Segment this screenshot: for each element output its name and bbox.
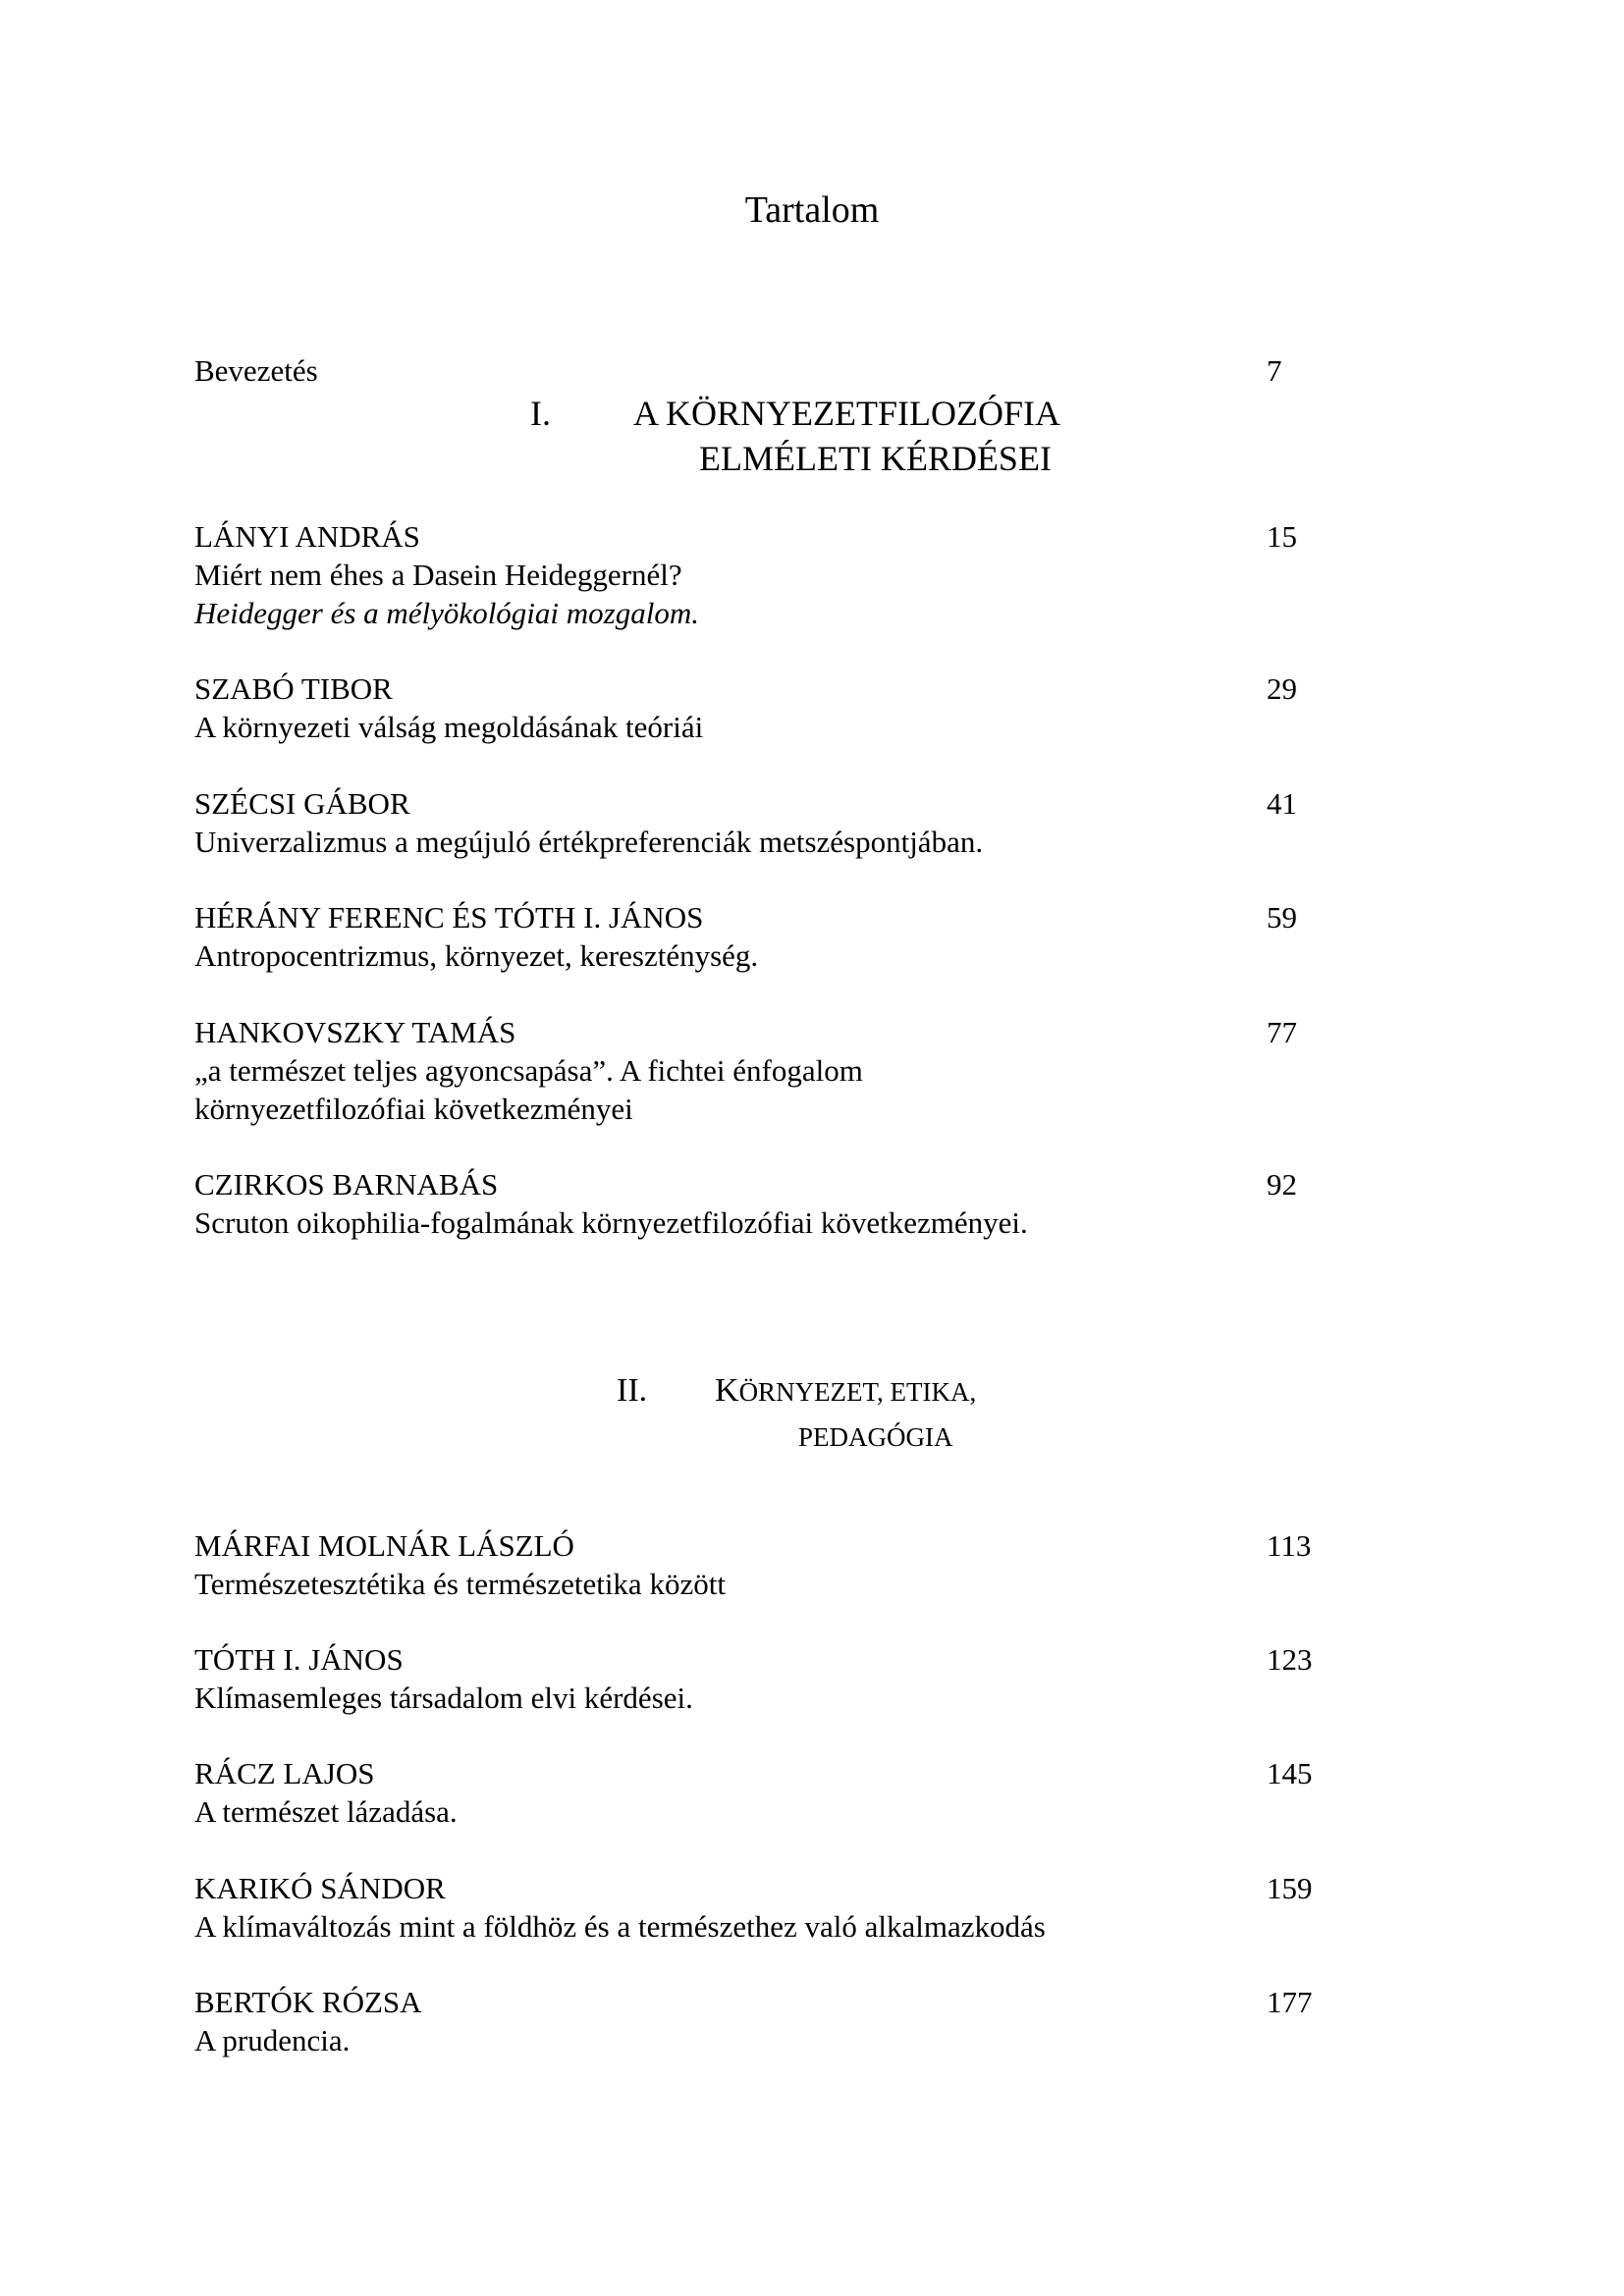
entry-author: BERTÓK RÓZSA	[194, 1985, 422, 2019]
toc-entry	[194, 784, 1324, 861]
section-title-line2: PEDAGÓGIA	[798, 1422, 953, 1452]
entry-author: HANKOVSZKY TAMÁS	[194, 1015, 516, 1049]
entry-title: Klímasemleges társadalom elvi kérdései.	[194, 1681, 693, 1715]
toc-entry	[194, 898, 1324, 975]
page-number: 41	[1267, 786, 1297, 821]
entry-author: LÁNYI ANDRÁS	[194, 519, 420, 554]
entry-author: MÁRFAI MOLNÁR LÁSZLÓ	[194, 1528, 574, 1563]
entry-title: A klímaváltozás mint a földhöz és a természethez való alkalmazkodás	[194, 1909, 1046, 1944]
toc-entry	[194, 1754, 1324, 1831]
toc-entry	[194, 1983, 1324, 2059]
entry-title: Antropocentrizmus, környezet, kereszténység.	[194, 938, 759, 973]
entry-title: Természetesztétika és természetetika között	[194, 1567, 726, 1601]
toc-entry	[194, 517, 1324, 632]
toc-entry-intro	[194, 351, 1324, 390]
page-number: 59	[1267, 900, 1297, 934]
toc-entry	[194, 1526, 1324, 1603]
toc-entry	[194, 1013, 1324, 1128]
entry-author: SZÉCSI GÁBOR	[194, 786, 410, 821]
page-title: Tartalom	[744, 189, 880, 231]
entry-author: RÁCZ LAJOS	[194, 1756, 375, 1790]
page-number: 145	[1267, 1756, 1313, 1790]
section-title-line2: ELMÉLETI KÉRDÉSEI	[699, 439, 1052, 478]
entry-title: A környezeti válság megoldásának teóriái	[194, 710, 704, 744]
entry-title: Scruton oikophilia-fogalmának környezetfilozófiai következményei.	[194, 1205, 1028, 1240]
entry-author: SZABÓ TIBOR	[194, 671, 393, 706]
page-number: 113	[1267, 1528, 1312, 1563]
page-number: 77	[1267, 1015, 1297, 1049]
entry-author: HÉRÁNY FERENC ÉS TÓTH I. JÁNOS	[194, 900, 704, 934]
intro-label: Bevezetés	[194, 353, 318, 388]
entry-subtitle: Heidegger és a mélyökológiai mozgalom.	[194, 596, 699, 630]
entry-title-continued: környezetfilozófiai következményei	[194, 1092, 633, 1126]
page-number: 15	[1267, 519, 1297, 554]
page-number: 7	[1267, 353, 1282, 388]
entry-author: TÓTH I. JÁNOS	[194, 1642, 404, 1677]
entry-title: Miért nem éhes a Dasein Heideggernél?	[194, 558, 682, 592]
section-heading-1	[530, 391, 1060, 436]
section-title-line1: A KÖRNYEZETFILOZÓFIA	[633, 394, 1060, 433]
toc-entry	[194, 669, 1324, 746]
entry-title: „a természet teljes agyoncsapása”. A fichtei énfogalom	[194, 1053, 863, 1088]
section-title-line1: KÖRNYEZET, ETIKA,	[715, 1372, 977, 1409]
page-number: 29	[1267, 671, 1297, 706]
entry-title: A természet lázadása.	[194, 1794, 458, 1829]
section-heading-2	[617, 1366, 977, 1414]
section-numeral: II.	[617, 1372, 648, 1409]
page-number: 177	[1267, 1985, 1313, 2019]
toc-entry	[194, 1165, 1324, 1242]
page-number: 123	[1267, 1642, 1313, 1677]
section-numeral: I.	[530, 394, 551, 433]
toc-entry	[194, 1640, 1324, 1717]
entry-author: KARIKÓ SÁNDOR	[194, 1871, 446, 1905]
page-number: 159	[1267, 1871, 1313, 1905]
entry-author: CZIRKOS BARNABÁS	[194, 1167, 499, 1201]
entry-title: A prudencia.	[194, 2023, 351, 2057]
entry-title: Univerzalizmus a megújuló értékpreferenciák metszéspontjában.	[194, 825, 984, 859]
page-number: 92	[1267, 1167, 1297, 1201]
toc-entry	[194, 1869, 1324, 1946]
